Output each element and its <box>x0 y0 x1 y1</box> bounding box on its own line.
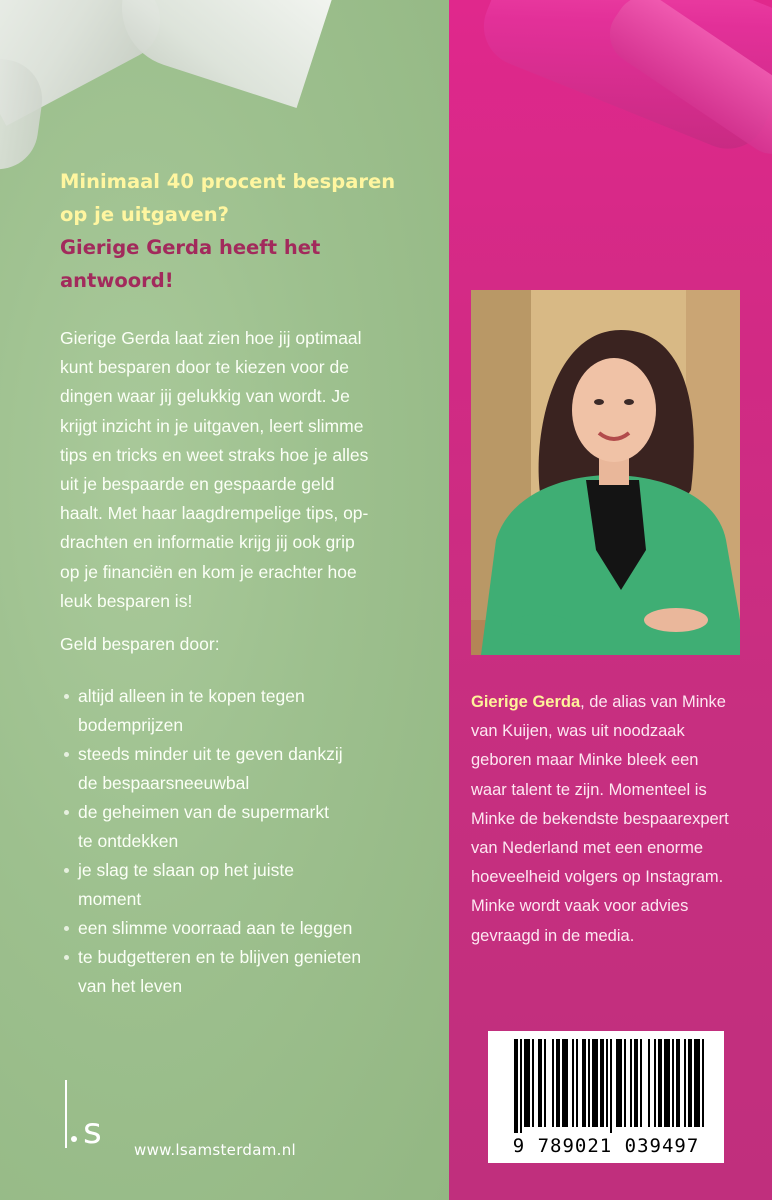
barcode-bar <box>676 1039 680 1127</box>
list-item-text: moment <box>78 889 142 909</box>
barcode-bar <box>532 1039 534 1127</box>
intro-line: dingen waar jij gelukkig van wordt. Je <box>60 386 350 407</box>
isbn-barcode <box>488 1031 724 1163</box>
isbn-number: 9 789021 039497 <box>512 1135 700 1157</box>
author-photo <box>471 290 740 655</box>
intro-line: tips en tricks en weet straks hoe je alles <box>60 444 369 465</box>
list-item-text: altijd alleen in te kopen tegen <box>78 686 305 706</box>
bio-line: Minke de bekendste bespaarexpert <box>471 809 729 828</box>
list-item <box>64 682 434 740</box>
barcode-bar <box>672 1039 674 1127</box>
publisher-url[interactable]: www.lsamsterdam.nl <box>134 1141 296 1159</box>
list-item <box>64 856 434 914</box>
barcode-bar <box>658 1039 662 1127</box>
barcode-bar <box>520 1039 522 1133</box>
bio-line: waar talent te zijn. Momenteel is <box>471 780 707 799</box>
barcode-bar <box>702 1039 704 1127</box>
list-item-text: je slag te slaan op het juiste <box>78 860 294 880</box>
list-item-text: steeds minder uit te geven dankzij <box>78 744 343 764</box>
list-item-text: de bespaarsneeuwbal <box>78 773 250 793</box>
headline <box>60 165 430 297</box>
barcode-bar <box>634 1039 638 1127</box>
barcode-bar <box>556 1039 560 1127</box>
list-item-text: een slimme voorraad aan te leggen <box>78 918 353 938</box>
barcode-bar <box>576 1039 578 1127</box>
barcode-bar <box>688 1039 692 1127</box>
logo-bar <box>65 1080 67 1148</box>
list-item-text: de geheimen van de supermarkt <box>78 802 329 822</box>
barcode-bar <box>588 1039 590 1127</box>
headline-line: op je uitgaven? <box>60 203 229 226</box>
list-item-text: bodemprijzen <box>78 715 184 735</box>
intro-line: uit je bespaarde en gespaarde geld <box>60 474 335 495</box>
list-item-text: te ontdekken <box>78 831 179 851</box>
logo-letter: s <box>83 1111 102 1152</box>
savings-list <box>64 682 434 1001</box>
headline-line: Gierige Gerda heeft het <box>60 236 321 259</box>
list-item <box>64 943 434 1001</box>
author-bio <box>471 688 761 951</box>
list-item <box>64 914 434 943</box>
bullet-icon <box>64 926 69 931</box>
intro-line: Gierige Gerda laat zien hoe jij optimaal <box>60 328 362 348</box>
barcode-bar <box>538 1039 542 1127</box>
bullet-icon <box>64 810 69 815</box>
bio-line: van Kuijen, was uit noodzaak <box>471 722 685 741</box>
headline-line: Minimaal 40 procent besparen <box>60 170 396 193</box>
intro-line: krijgt inzicht in je uitgaven, leert slimme <box>60 415 364 436</box>
publisher-logo <box>65 1080 125 1160</box>
barcode-bar <box>630 1039 632 1127</box>
bullet-icon <box>64 694 69 699</box>
barcode-bar <box>562 1039 568 1127</box>
barcode-bar <box>654 1039 656 1127</box>
bullet-icon <box>64 868 69 873</box>
barcode-bar <box>684 1039 686 1127</box>
barcode-bar <box>552 1039 554 1127</box>
barcode-bars <box>488 1031 724 1135</box>
barcode-bar <box>640 1039 642 1127</box>
bullet-icon <box>64 955 69 960</box>
barcode-bar <box>648 1039 650 1127</box>
bio-line: Minke wordt vaak voor advies <box>471 897 689 916</box>
logo-dot <box>71 1136 77 1142</box>
barcode-bar <box>592 1039 598 1127</box>
bio-line: , de alias van Minke <box>580 693 726 711</box>
barcode-bar <box>664 1039 670 1127</box>
author-name: Gierige Gerda <box>471 693 581 711</box>
bio-line: hoeveelheid volgers op Instagram. <box>471 868 724 887</box>
intro-paragraph <box>60 324 430 616</box>
barcode-bar <box>616 1039 622 1127</box>
barcode-bar <box>524 1039 530 1127</box>
barcode-bar <box>582 1039 586 1127</box>
barcode-bar <box>610 1039 612 1133</box>
barcode-bar <box>624 1039 626 1127</box>
intro-line: kunt besparen door te kiezen voor de <box>60 357 349 378</box>
intro-line: op je financiën en kom je erachter hoe <box>60 561 357 582</box>
list-lead: Geld besparen door: <box>60 634 220 654</box>
list-item <box>64 740 434 798</box>
intro-line: drachten en informatie krijg jij ook grip <box>60 532 355 553</box>
headline-line: antwoord! <box>60 269 174 292</box>
bio-line: van Nederland met een enorme <box>471 839 704 858</box>
barcode-bar <box>600 1039 604 1127</box>
barcode-bar <box>544 1039 546 1127</box>
list-item <box>64 798 434 856</box>
list-item-text: te budgetteren en te blijven genieten <box>78 947 362 967</box>
intro-line: leuk besparen is! <box>60 590 193 611</box>
barcode-bar <box>514 1039 518 1133</box>
barcode-bar <box>694 1039 700 1127</box>
list-item-text: van het leven <box>78 976 183 996</box>
bio-line: geboren maar Minke bleek een <box>471 751 699 770</box>
barcode-bar <box>606 1039 608 1127</box>
bio-line: gevraagd in de media. <box>471 926 635 945</box>
intro-line: haalt. Met haar laagdrempelige tips, op- <box>60 503 369 524</box>
barcode-bar <box>572 1039 574 1127</box>
bullet-icon <box>64 752 69 757</box>
